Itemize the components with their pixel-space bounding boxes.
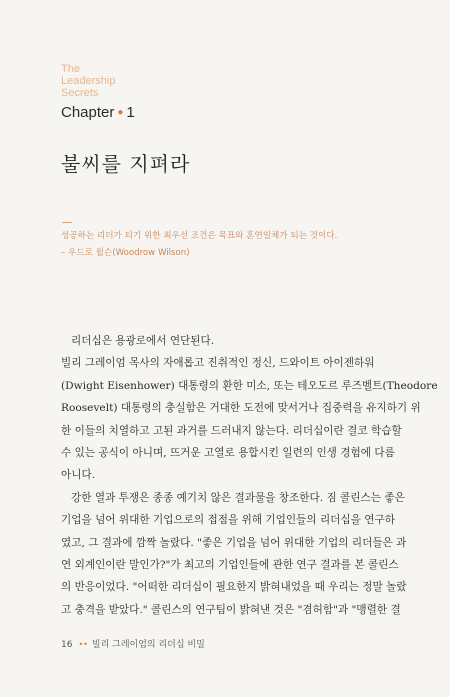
chapter-heading — [61, 104, 135, 121]
running-title: 빌리 그레이엄의 리더십 비밀 — [91, 640, 205, 650]
quote-rule — [62, 222, 72, 223]
epigraph-text: 성공하는 리더가 되기 위한 최우선 조건은 목표와 혼연일체가 되는 것이다. — [61, 231, 338, 241]
body-line: 리더십은 용광로에서 연단된다. — [71, 335, 215, 347]
body-text — [61, 330, 438, 621]
body-line: 수 있는 공식이 아니며, 뜨거운 고열로 용합시킨 일련의 인생 경험에 다름 — [61, 447, 395, 460]
body-line: 강한 열과 투쟁은 종종 예기치 않은 결과물을 창조한다. 짐 콜린스는 좋은 — [71, 491, 405, 504]
body-line: 의 반응이었다. "어떠한 리더십이 필요한지 밝혀내었을 때 우리는 정말 놀랐 — [61, 581, 407, 594]
epigraph-attribution: – 우드로 윌슨(Woodrow Wilson) — [61, 248, 190, 258]
body-line: 연 외계인이란 말인가?"가 최고의 기업인들에 관한 연구 결과를 본 콜린스 — [61, 559, 399, 572]
body-line: 빌리 그레이엄 목사의 자애롭고 진취적인 정신, 드와이트 아이젠하워 — [61, 357, 375, 370]
chapter-title: 불씨를 지펴라 — [61, 152, 191, 176]
chapter-label: Chapter — [61, 104, 115, 121]
paragraph-2 — [61, 487, 407, 621]
footer-dots-icon: •• — [78, 640, 88, 649]
body-line: (Dwight Eisenhower) 대통령의 환한 미소, 또는 테오도르 루즈벨트(Theodore — [61, 379, 438, 392]
body-line: 였고, 그 결과에 깜짝 놀랐다. "좋은 기업을 넘어 위대한 기업의 리더들은 과 — [61, 536, 407, 549]
body-line: 아니다. — [61, 469, 96, 482]
epigraph — [61, 228, 337, 262]
series-title-line-1: The — [61, 63, 80, 75]
page-footer — [61, 637, 205, 650]
series-title-line-2: Leadership — [61, 75, 116, 87]
body-line: Roosevelt) 대통령의 충실함은 거대한 도전에 맞서거나 집중력을 유지하기 위 — [61, 402, 421, 415]
body-line: 고 충격을 받았다." 콜린스의 연구팀이 밝혀낸 것은 "겸허함"과 "맹렬한 결 — [61, 603, 401, 616]
page-number: 16 — [61, 640, 73, 650]
paragraph-1 — [61, 330, 438, 487]
body-line: 기업을 넘어 위대한 기업으로의 접점을 위해 기업인들의 리더십을 연구하 — [61, 514, 395, 527]
series-title — [61, 63, 115, 99]
chapter-number: 1 — [126, 104, 135, 121]
chapter-dot-icon: ● — [117, 107, 124, 118]
body-line: 한 이들의 치열하고 고된 과거를 드러내지 않는다. 리더십이란 결코 학습할 — [61, 424, 402, 437]
series-title-line-3: Secrets — [61, 87, 99, 99]
